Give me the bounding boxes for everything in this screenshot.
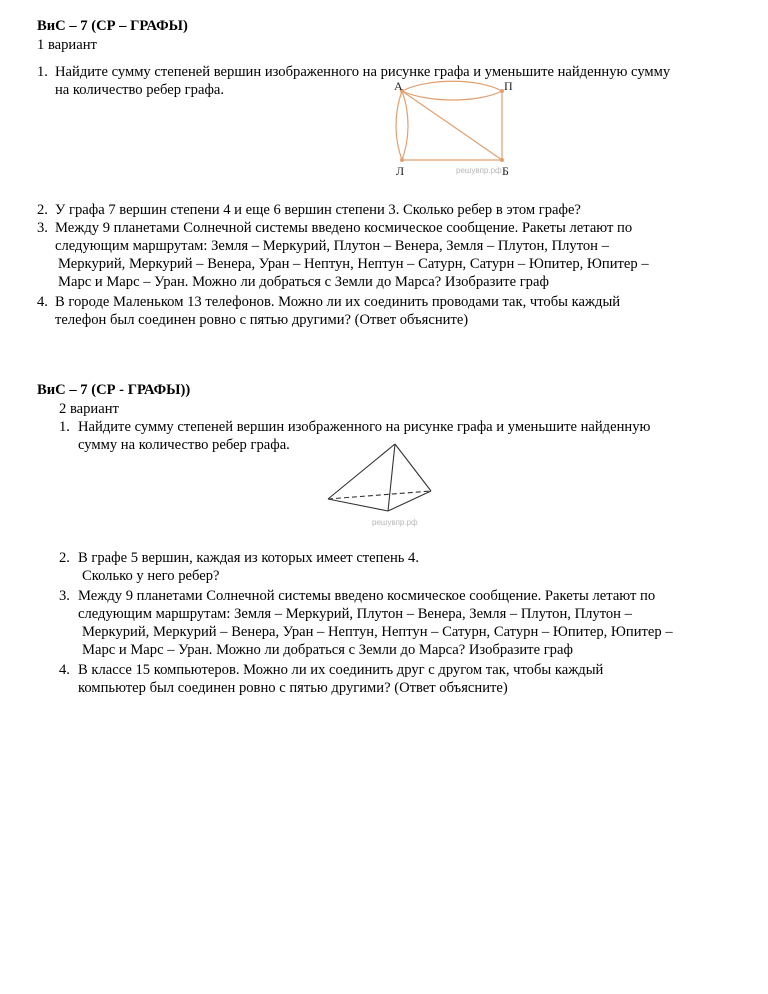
task-text-line: следующим маршрутам: Земля – Меркурий, Плутон – Венера, Земля – Плутон, Плутон – — [55, 238, 609, 254]
graph-figure-rectangle — [388, 78, 524, 180]
task-number: 2. — [59, 550, 70, 566]
task-text-line: телефон был соединен ровно с пятью другими? (Ответ объясните) — [55, 312, 469, 328]
vertex-label-b: Б — [502, 164, 509, 178]
task-text-line: В классе 15 компьютеров. Можно ли их соединить друг с другом так, чтобы каждый — [78, 662, 604, 678]
variant-1-subtitle: 1 вариант — [37, 37, 97, 53]
task-number: 1. — [37, 64, 48, 80]
variant-2-subtitle: 2 вариант — [59, 401, 119, 417]
variant-2-title: ВиС – 7 (СР - ГРАФЫ)) — [37, 382, 191, 398]
task-number: 1. — [59, 419, 70, 435]
vertex-b — [500, 158, 504, 162]
task-text-line: У графа 7 вершин степени 4 и еще 6 вершин степени 3. Сколько ребер в этом графе? — [55, 202, 581, 218]
task-number: 2. — [37, 202, 48, 218]
tetrahedron-edges — [328, 444, 431, 511]
edge-top-left — [328, 444, 395, 499]
vertex-label-p: П — [504, 79, 513, 93]
task-text-line: Меркурий, Меркурий – Венера, Уран – Нептун, Нептун – Сатурн, Сатурн – Юпитер, Юпитер – — [82, 624, 673, 640]
edge-a-p-arc-2 — [402, 91, 502, 100]
vertex-label-a: А — [394, 79, 403, 93]
watermark: решувпр.рф — [372, 518, 418, 527]
task-number: 4. — [37, 294, 48, 310]
task-number: 3. — [59, 588, 70, 604]
task-text-line: Марс и Марс – Уран. Можно ли добраться с Земли до Марса? Изобразите граф — [58, 274, 549, 290]
variant-1-title: ВиС – 7 (СР – ГРАФЫ) — [37, 18, 188, 34]
task-number: 4. — [59, 662, 70, 678]
watermark: решувпр.рф — [456, 166, 502, 175]
task-text-line: Найдите сумму степеней вершин изображенного на рисунке графа и уменьшите найденную сумму — [55, 64, 671, 80]
task-text-line: сумму на количество ребер графа. — [78, 437, 290, 453]
task-text-line: В графе 5 вершин, каждая из которых имеет степень 4. — [78, 550, 420, 566]
task-text-line: Меркурий, Меркурий – Венера, Уран – Нептун, Нептун – Сатурн, Сатурн – Юпитер, Юпитер – — [58, 256, 649, 272]
edge-top-bottom — [388, 444, 395, 511]
task-text-line: на количество ребер графа. — [55, 82, 225, 98]
task-text-line: Сколько у него ребер? — [82, 568, 220, 584]
edge-left-bottom — [328, 499, 388, 511]
edge-a-p-arc-1 — [402, 81, 502, 91]
task-text-line: В городе Маленьком 13 телефонов. Можно ли их соединить проводами так, чтобы каждый — [55, 294, 621, 310]
edge-a-l-arc-1 — [396, 91, 402, 160]
task-number: 3. — [37, 220, 48, 236]
task-text-line: следующим маршрутам: Земля – Меркурий, Плутон – Венера, Земля – Плутон, Плутон – — [78, 606, 632, 622]
graph-edges — [396, 81, 502, 160]
task-text-line: компьютер был соединен ровно с пятью другими? (Ответ объясните) — [78, 680, 508, 696]
task-text-line: Марс и Марс – Уран. Можно ли добраться с Земли до Марса? Изобразите граф — [82, 642, 573, 658]
vertex-label-l: Л — [396, 164, 405, 178]
task-text-line: Между 9 планетами Солнечной системы введено космическое сообщение. Ракеты летают по — [55, 220, 633, 236]
edge-top-right — [395, 444, 431, 491]
task-text-line: Между 9 планетами Солнечной системы введено космическое сообщение. Ракеты летают по — [78, 588, 656, 604]
vertex-l — [400, 158, 404, 162]
edge-a-b — [402, 91, 502, 160]
task-text-line: Найдите сумму степеней вершин изображенного на рисунке графа и уменьшите найденную — [78, 419, 651, 435]
edge-a-l-arc-2 — [402, 91, 408, 160]
graph-figure-tetrahedron — [320, 436, 440, 530]
